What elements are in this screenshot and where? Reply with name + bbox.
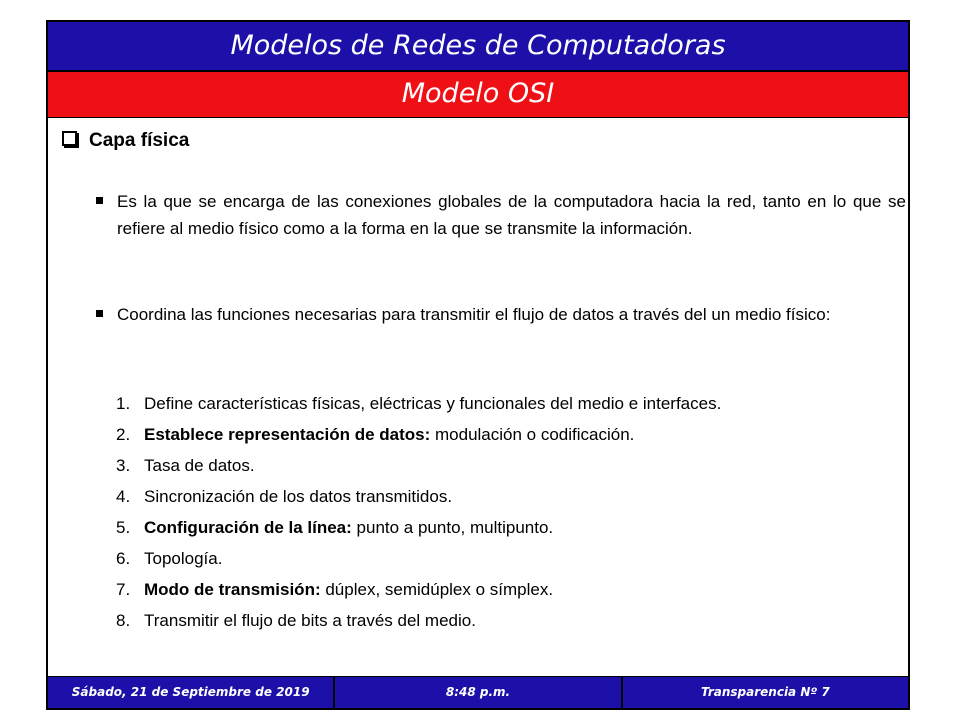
list-number: 8. [116, 611, 131, 630]
list-item [116, 419, 906, 450]
list-number: 1. [116, 394, 131, 413]
list-item [116, 388, 906, 419]
list-item [116, 481, 906, 512]
slide [46, 20, 910, 710]
slide-subtitle: Modelo OSI [48, 72, 908, 118]
list-number: 6. [116, 549, 131, 568]
list-text: Transmitir el flujo de bits a través del medio. [144, 611, 476, 630]
list-item [116, 605, 906, 636]
list-item [116, 543, 906, 574]
list-text: Topología. [144, 549, 223, 568]
list-item [116, 450, 906, 481]
list-bold-text: Establece representación de datos: [144, 425, 431, 444]
section-heading-text: Capa física [89, 130, 190, 151]
list-text: modulación o codificación. [430, 425, 635, 444]
slide-footer [48, 676, 908, 708]
list-text: Sincronización de los datos transmitidos. [144, 487, 453, 506]
square-bullet-icon [96, 310, 103, 317]
list-bold-text: Modo de transmisión: [144, 580, 321, 599]
footer-date: Sábado, 21 de Septiembre de 2019 [48, 677, 335, 708]
list-text: Define características físicas, eléctricas y funcionales del medio e interfaces. [144, 394, 722, 413]
numbered-list [116, 388, 906, 636]
list-text: Tasa de datos. [144, 456, 255, 475]
list-text: dúplex, semidúplex o símplex. [320, 580, 554, 599]
list-number: 3. [116, 456, 131, 475]
footer-slide-number: Transparencia Nº 7 [700, 685, 830, 699]
list-bold-text: Configuración de la línea: [144, 518, 352, 537]
bullet-text: Coordina las funciones necesarias para transmitir el flujo de datos a través del un medio físico: [117, 305, 831, 324]
list-number: 5. [116, 518, 131, 537]
slide-content [48, 118, 908, 678]
checkbox-bullet-icon [62, 131, 77, 146]
bullet-item [96, 188, 906, 242]
list-text: punto a punto, multipunto. [351, 518, 554, 537]
section-heading [62, 130, 189, 152]
slide-title: Modelos de Redes de Computadoras [48, 22, 908, 72]
list-number: 2. [116, 425, 131, 444]
bullet-item [96, 301, 906, 328]
list-number: 7. [116, 580, 131, 599]
list-number: 4. [116, 487, 131, 506]
list-item [116, 574, 906, 605]
list-item [116, 512, 906, 543]
footer-time: 8:48 p.m. [335, 677, 622, 708]
square-bullet-icon [96, 197, 103, 204]
bullet-text: Es la que se encarga de las conexiones globales de la computadora hacia la red, tanto en lo que se refiere al medio físico como a la forma en la que se transmite la información. [117, 192, 906, 238]
